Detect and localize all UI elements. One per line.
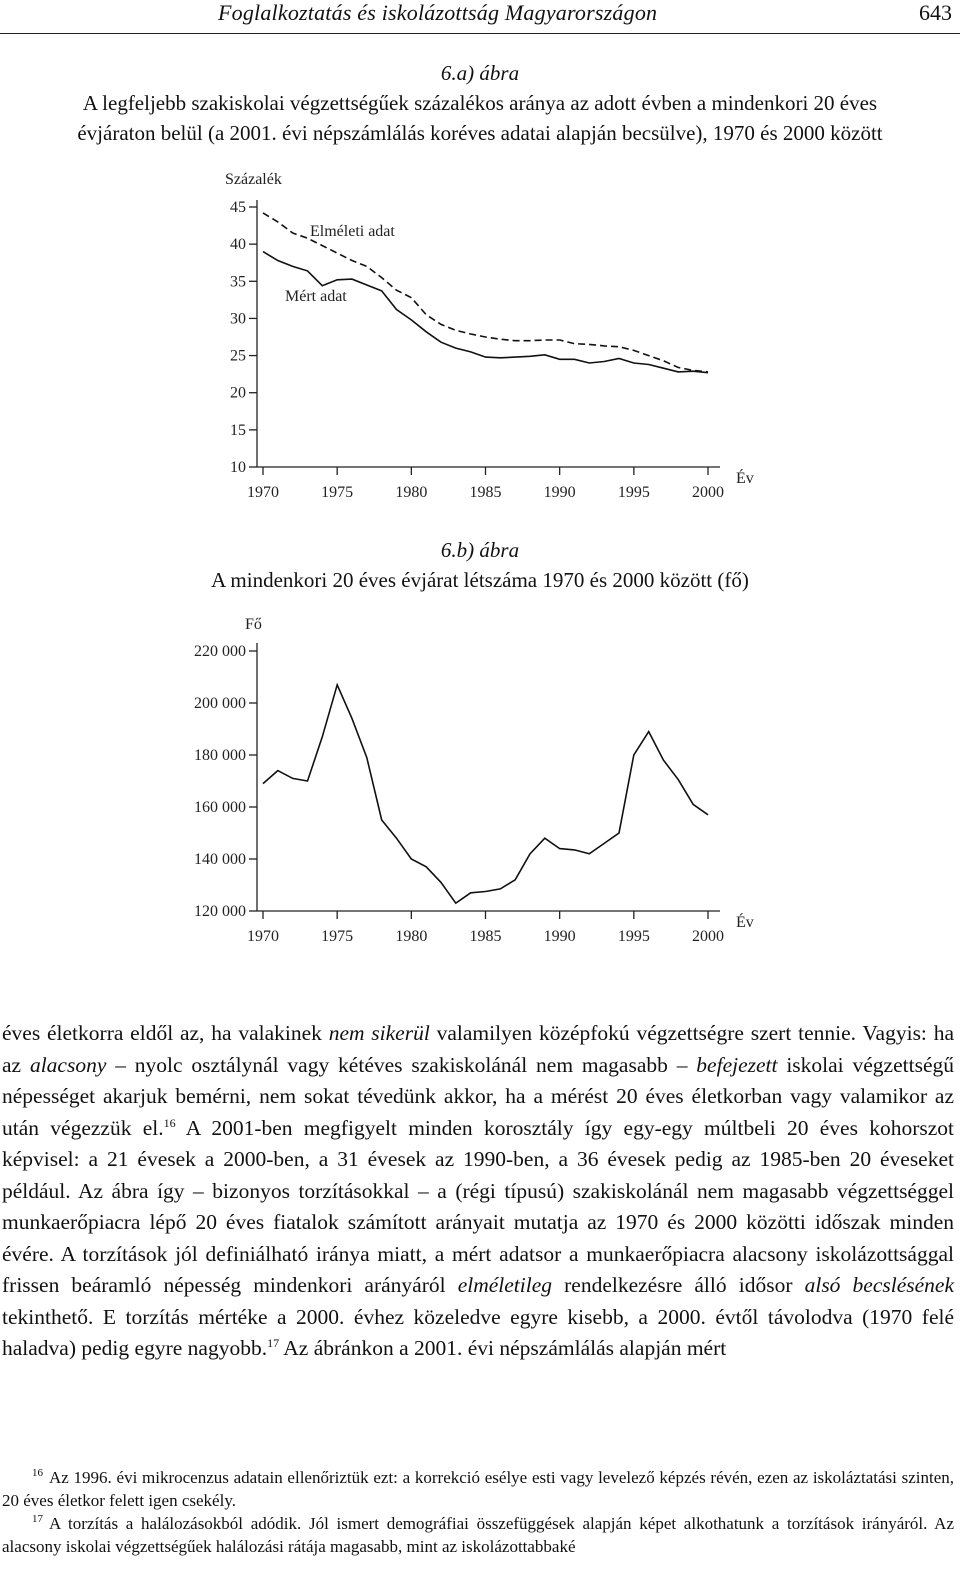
footnote-17 (2, 1512, 954, 1558)
figure-a-caption (0, 58, 960, 148)
body-run: valamilyen középfokú végzettségre szert tennie. Vagyis: ha az (2, 1021, 954, 1077)
chart-b-y-tick-label: 220 000 (194, 643, 246, 660)
chart-a-y-tick-label: 25 (230, 347, 246, 365)
footnote-ref-16[interactable]: 16 (163, 1115, 176, 1130)
chart-a-x-tick-label: 1990 (543, 484, 576, 501)
footnote-number: 16 (32, 1467, 43, 1480)
chart-b (0, 605, 960, 965)
chart-a-y-tick-label: 20 (230, 384, 246, 402)
figure-a-caption-line-2: évjáraton belül (a 2001. évi népszámlálás koréves adatai alapján becsülve), 1970 és 2000 között (77, 121, 883, 145)
chart-a-x-tick-label: 1980 (395, 484, 428, 501)
footnote-16 (2, 1466, 954, 1512)
chart-b-x-tick-label: 1975 (321, 928, 354, 945)
chart-b-x-tick-label: 1985 (469, 928, 502, 945)
chart-a-legend-mert: Mért adat (285, 288, 347, 305)
chart-a-x-tick-label: 1970 (247, 484, 279, 501)
footnote-text: A torzítás a halálozásokból adódik. Jól ismert demográfiai összefüggések alapján képet alkothatunk a torzítások irányáról. Az alacsony iskolai végzettségűek halálozási rátája magasabb, mint az iskolázottabbaké (2, 1514, 954, 1556)
body-emphasis: nem sikerül (328, 1021, 430, 1045)
chart-b-y-tick-label: 120 000 (194, 903, 246, 920)
chart-a-x-tick-label: 1985 (469, 484, 502, 501)
footnote-ref-17[interactable]: 17 (267, 1335, 280, 1350)
chart-b-x-tick-label: 1970 (247, 928, 279, 945)
body-paragraph (2, 1018, 954, 1365)
page-header (0, 0, 960, 40)
body-run: éves életkorra eldől az, ha valakinek (2, 1021, 329, 1045)
footnote-number: 17 (32, 1513, 43, 1526)
chart-b-x-ticks (247, 911, 724, 945)
figure-b-caption-text: A mindenkori 20 éves évjárat létszáma 1970 és 2000 között (fő) (211, 568, 749, 592)
chart-a-y-tick-label: 40 (230, 236, 246, 254)
chart-b-y-tick-label: 140 000 (194, 851, 246, 868)
body-emphasis: alacsony (29, 1052, 107, 1077)
body-emphasis: befejezett (696, 1052, 778, 1077)
chart-b-y-tick-label: 160 000 (194, 799, 246, 816)
figure-b-caption (0, 535, 960, 595)
page-number: 643 (919, 0, 952, 25)
body-emphasis: elméletileg (457, 1273, 553, 1297)
figure-b-label: 6.b) ábra (440, 538, 520, 562)
chart-b-ylabel: Fő (245, 616, 262, 633)
body-run: rendelkezésre álló idősor (552, 1273, 805, 1297)
figure-a-label: 6.a) ábra (440, 61, 520, 85)
chart-b-x-tick-label: 1995 (617, 928, 650, 945)
chart-a-y-tick-label: 10 (230, 459, 246, 476)
chart-a-y-ticks (230, 199, 257, 476)
body-run: A 2001-ben megfigyelt minden korosztály így egy-egy múltbeli 20 éves kohorszot képvisel: a 21 évesek a 2000-ben, a 31 évesek az 1990-ben, a 36 évesek pedig az 1985-ben 20 éveseket például. Az ábra így – bizonyos torzításokkal – a (régi típusú) szakiskolánál nem magasabb végzettséggel munkaerőpiacra lépő 20 éves fiatalok számított arányait mutatja az 1970 és 2000 közötti időszak minden évére. A torzítások jól definiálható iránya miatt, a mért adatsor a munkaerőpiacra alacsony iskolázottsággal frissen beáramló népesség mindenkori arányáról (2, 1115, 955, 1297)
figure-a-caption-line-1: A legfeljebb szakiskolai végzettségűek százalékos aránya az adott évben a mindenkori 20 éves (82, 91, 878, 115)
chart-a-y-tick-label: 15 (230, 421, 246, 439)
body-run: Az ábránkon a 2001. évi népszámlálás alapján mért (279, 1336, 727, 1360)
chart-b-x-tick-label: 1980 (395, 928, 428, 945)
chart-b-y-tick-label: 180 000 (194, 747, 246, 764)
body-emphasis: alsó becslésének (804, 1273, 954, 1297)
running-title: Foglalkoztatás és iskolázottság Magyarországon (218, 0, 658, 25)
body-run: iskolai végzettségű népességet akarjuk bemérni, nem sokat tévedünk akkor, ha a mérést 20 éves életkorban vagy valamikor az után végezzük el. (2, 1052, 954, 1140)
chart-b-series (263, 685, 708, 903)
chart-a-x-ticks (247, 467, 724, 501)
chart-b-xlabel: Év (736, 914, 754, 931)
chart-b-x-tick-label: 2000 (692, 928, 724, 945)
header-rule (0, 33, 960, 34)
chart-a-ylabel: Százalék (225, 171, 282, 188)
footnotes (2, 1466, 954, 1558)
chart-a-x-tick-label: 2000 (692, 484, 724, 501)
chart-a-x-tick-label: 1995 (617, 484, 650, 501)
chart-b-y-ticks (194, 643, 257, 920)
chart-b-x-tick-label: 1990 (543, 928, 576, 945)
body-run: – nyolc osztálynál vagy kétéves szakiskolánál nem magasabb – (106, 1052, 697, 1077)
chart-b-y-tick-label: 200 000 (194, 695, 246, 712)
body-run: tekinthető. E torzítás mértéke a 2000. évhez közeledve egyre kisebb, a 2000. évtől távolodva (1970 felé haladva) pedig egyre nagyobb. (2, 1304, 954, 1360)
chart-a (0, 160, 960, 520)
chart-a-y-tick-label: 30 (230, 310, 246, 328)
chart-a-y-tick-label: 35 (230, 273, 246, 291)
body-text (2, 1018, 954, 1365)
chart-a-x-tick-label: 1975 (321, 484, 354, 501)
chart-a-series-mert (263, 252, 708, 373)
chart-a-y-tick-label: 45 (230, 199, 246, 216)
chart-a-legend-elmeleti: Elméleti adat (310, 223, 395, 240)
footnote-text: Az 1996. évi mikrocenzus adatain ellenőriztük ezt: a korrekció esélye esti vagy levelező képzés révén, ezen az iskoláztatási szinten, 20 éves életkor felett igen csekély. (2, 1468, 954, 1510)
chart-a-xlabel: Év (736, 470, 754, 487)
